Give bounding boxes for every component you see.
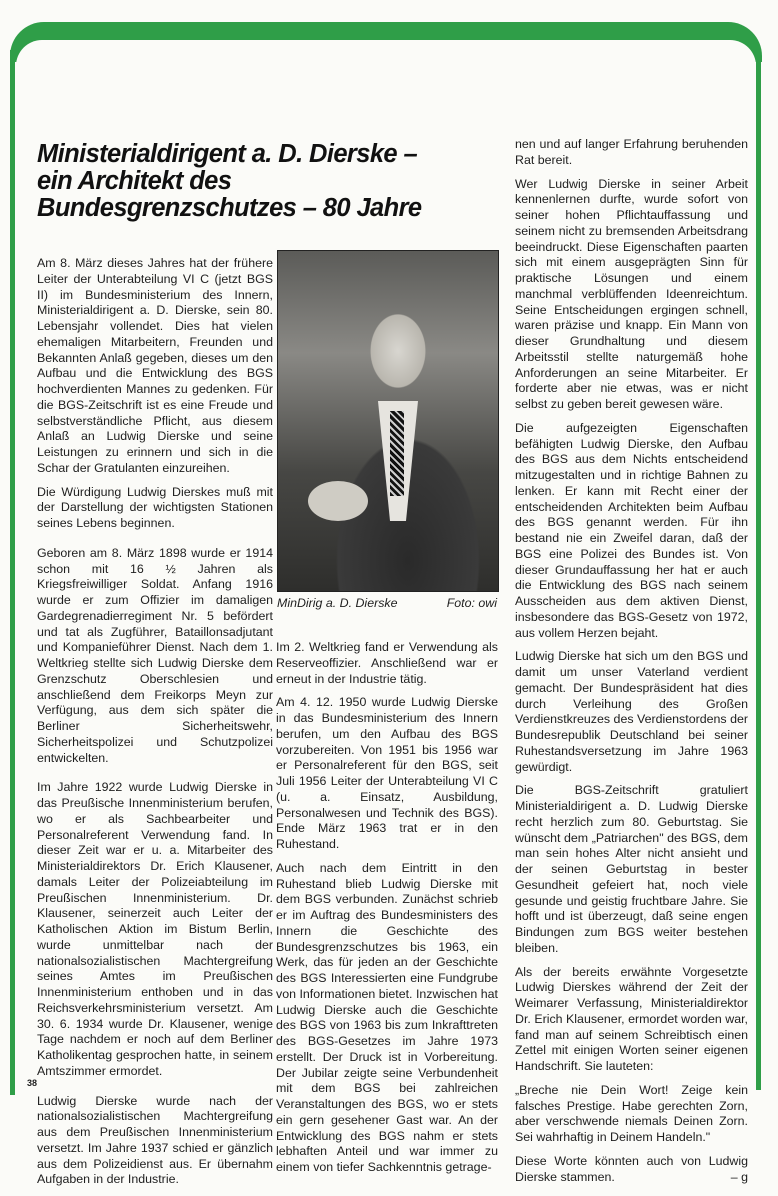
- caption-text: MinDirig a. D. Dierske: [277, 596, 398, 610]
- text-column-1: [37, 256, 273, 1196]
- author-signature: – g: [730, 1169, 748, 1184]
- paragraph: Auch nach dem Eintritt in den Ruhestand blieb Ludwig Dierske mit dem BGS verbunden. Zunächst schrieb er im Auftrag des Bundesministers des Innern die Geschichte des Bundesgrenzschutzes bis 1963, ein Werk, das für jeden an der Geschichte des BGS Interessierten eine Fundgrube von Informationen bietet. Inzwischen hat Ludwig Dierske auch die Geschichte des BGS von 1963 bis zum Inkrafttreten des BGS-Gesetzes im Jahre 1973 erstellt. Der Druck ist in Vorbereitung. Der Jubilar zeigte seine Verbundenheit mit dem BGS bei zahlreichen Veranstaltungen des BGS, wo er stets ein gern gesehener Gast war. An der Entwicklung des BGS nahm er stets lebhaften Anteil und war immer zu einem von tiefer Sachkenntnis getrage-: [276, 860, 498, 1174]
- paragraph: Am 8. März dieses Jahres hat der frühere Leiter der Unterabteilung VI C (jetzt BGS II) im Bundesministerium des Innern, Ministerialdirigent a. D. Dierske, sein 80. Lebensjahr vollendet. Dies hat vielen ehemaligen Mitarbeitern, Freunden und Bekannten Anlaß gegeben, dieses um den Aufbau und die Entwicklung des BGS hochverdienten Mannes zu gedenken. Für die BGS-Zeitschrift ist es eine Freude und selbstverständliche Pflicht, aus diesem Anlaß an Ludwig Dierske und seine Leistungen zu erinnern und sich in die Schar der Gratulanten einzureihen.: [37, 256, 273, 475]
- portrait-photo: [277, 250, 499, 592]
- paragraph: Ludwig Dierske hat sich um den BGS und damit um unser Vaterland verdient gemacht. Der Bundespräsident hat dies durch Verleihung des Großen Verdienstkreuzes des Verdienstordens der Bundesrepublik Deutschland bei seiner Ruhestandsversetzung im Jahre 1963 gewürdigt.: [515, 649, 748, 774]
- photo-caption: [277, 596, 497, 610]
- title-line: Ministerialdirigent a. D. Dierske –: [37, 140, 418, 168]
- paragraph: Wer Ludwig Dierske in seiner Arbeit kennenlernen durfte, wurde sofort von seiner hohen Pflichtauffassung und seinem nicht zu bremsenden Arbeitsdrang beeindruckt. Diese Eigenschaften paarten sich mit einem ausgeprägten Sinn für praktische Lösungen und einem manchmal verblüffenden Ideenreichtum. Seine Entscheidungen ergingen schnell, waren präzise und knapp. Ein Mann von dieser Grundhaltung und diesem Arbeitsstil stellte naturgemäß hohe Anforderungen an seine Mitarbeiter. Er forderte aber nie etwas, was er nicht selbst zu geben bereit gewesen wäre.: [515, 176, 748, 411]
- green-frame-left: [10, 50, 15, 1095]
- text-column-3: [515, 137, 748, 1193]
- article-title: [37, 141, 477, 222]
- paragraph: Die Würdigung Ludwig Dierskes muß mit der Darstellung der wichtigsten Stationen seines Lebens beginnen.: [37, 484, 273, 530]
- text-column-2: [276, 640, 498, 1184]
- paragraph: nen und auf langer Erfahrung beruhenden Rat bereit.: [515, 137, 748, 167]
- green-frame-right: [756, 50, 761, 1090]
- closing-paragraph: Diese Worte könnten auch von Ludwig Dierske stammen. – g: [515, 1153, 748, 1184]
- title-line: Bundesgrenzschutzes – 80 Jahre: [37, 194, 422, 222]
- paragraph: Im 2. Weltkrieg fand er Verwendung als Reserveoffizier. Anschließend war er erneut in der Industrie tätig.: [276, 640, 498, 686]
- paragraph: Die BGS-Zeitschrift gratuliert Ministerialdirigent a. D. Ludwig Dierske recht herzlich zum 80. Geburtstag. Sie wünscht dem „Patriarchen" des BGS, dem man sein hohes Alter nicht ansieht und der seinen Geburtstag in bester Gesundheit gefeiert hat, noch viele gesunde und geistig fruchtbare Jahre. Sie hofft und ist überzeugt, daß seine engen Bindungen zum BGS weiter bestehen bleiben.: [515, 783, 748, 955]
- paragraph: Als der bereits erwähnte Vorgesetzte Ludwig Dierskes während der Zeit der Weimarer Verfassung, Ministerialdirektor Dr. Erich Klausener, ermordet worden war, fand man auf seinem Schreibtisch einen Zettel mit einigen Worten seiner eigenen Handschrift. Sie lauteten:: [515, 964, 748, 1073]
- photo-credit: Foto: owi: [446, 596, 497, 610]
- paragraph: Die aufgezeigten Eigenschaften befähigten Ludwig Dierske, den Aufbau des BGS aus dem Nichts entscheidend mitzugestalten und in richtige Bahnen zu lenken. Er kann mit Recht einer der entscheidenden Architekten beim Aufbau des BGS genannt werden. Für ihn bestand nie ein Zweifel daran, daß der BGS eine Polizei des Bundes ist. Von dieser Grundauffassung her hat er auch die Entwicklung des BGS nach seinem Ausscheiden aus dem aktiven Dienst, insbesondere das BGS-Gesetz von 1972, aus vollem Herzen bejaht.: [515, 420, 748, 640]
- paragraph: Ludwig Dierske wurde nach der nationalsozialistischen Machtergreifung aus dem Preußischen Innenministerium versetzt. Im Jahre 1937 schied er gänzlich aus dem Polizeidienst aus. Er übernahm Aufgaben in der Industrie.: [37, 1093, 273, 1187]
- quote: „Breche nie Dein Wort! Zeige kein falsches Prestige. Habe gerechten Zorn, aber verschwende niemals Deinen Zorn. Sei wahrhaftig in Deinem Handeln.": [515, 1082, 748, 1144]
- paragraph: Am 4. 12. 1950 wurde Ludwig Dierske in das Bundesministerium des Innern berufen, um den Aufbau des BGS vorzubereiten. Von 1951 bis 1956 war er Personalreferent für den BGS, seit Juli 1956 Leiter der Unterabteilung VI C (u. a. Einsatz, Ausbildung, Personalwesen und Technik des BGS). Ende März 1963 trat er in den Ruhestand.: [276, 695, 498, 851]
- paragraph: Im Jahre 1922 wurde Ludwig Dierske in das Preußische Innenministerium berufen, wo er als Sachbearbeiter und Personalreferent Verwendung fand. In dieser Zeit war er u. a. Mitarbeiter des Ministerialdirektors Dr. Erich Klausener, damals Leiter der Polizeiabteilung im Preußischen Innenministerium. Dr. Klausener, seinerzeit auch Leiter der Katholischen Aktion im Bistum Berlin, wurde unmittelbar nach der nationalsozialistischen Machtergreifung seines Amtes im Preußischen Innenministerium enthoben und in das Reichsverkehrsministerium versetzt. Am 30. 6. 1934 wurde Dr. Klausener, wenige Tage nachdem er noch auf dem Berliner Katholikentag gesprochen hatte, in seinem Amtszimmer ermordet.: [37, 780, 273, 1078]
- paragraph: Geboren am 8. März 1898 wurde er 1914 schon mit 16 ½ Jahren als Kriegsfreiwilliger Soldat. Anfang 1916 wurde er zum Offizier im damaligen Gardegrenadierregiment Nr. 5 befördert und tat als Zugführer, Bataillonsadjutant und Kompanieführer Dienst. Nach dem 1. Weltkrieg stellte sich Ludwig Dierske dem Grenzschutz Oberschlesien und anschließend dem Freikorps Meyn zur Verfügung, aus dem sich später die Berliner Sicherheitswehr, Sicherheitspolizei und Schutzpolizei entwickelten.: [37, 545, 273, 765]
- title-line: ein Architekt des: [37, 167, 232, 195]
- page-number: 38: [27, 1078, 38, 1088]
